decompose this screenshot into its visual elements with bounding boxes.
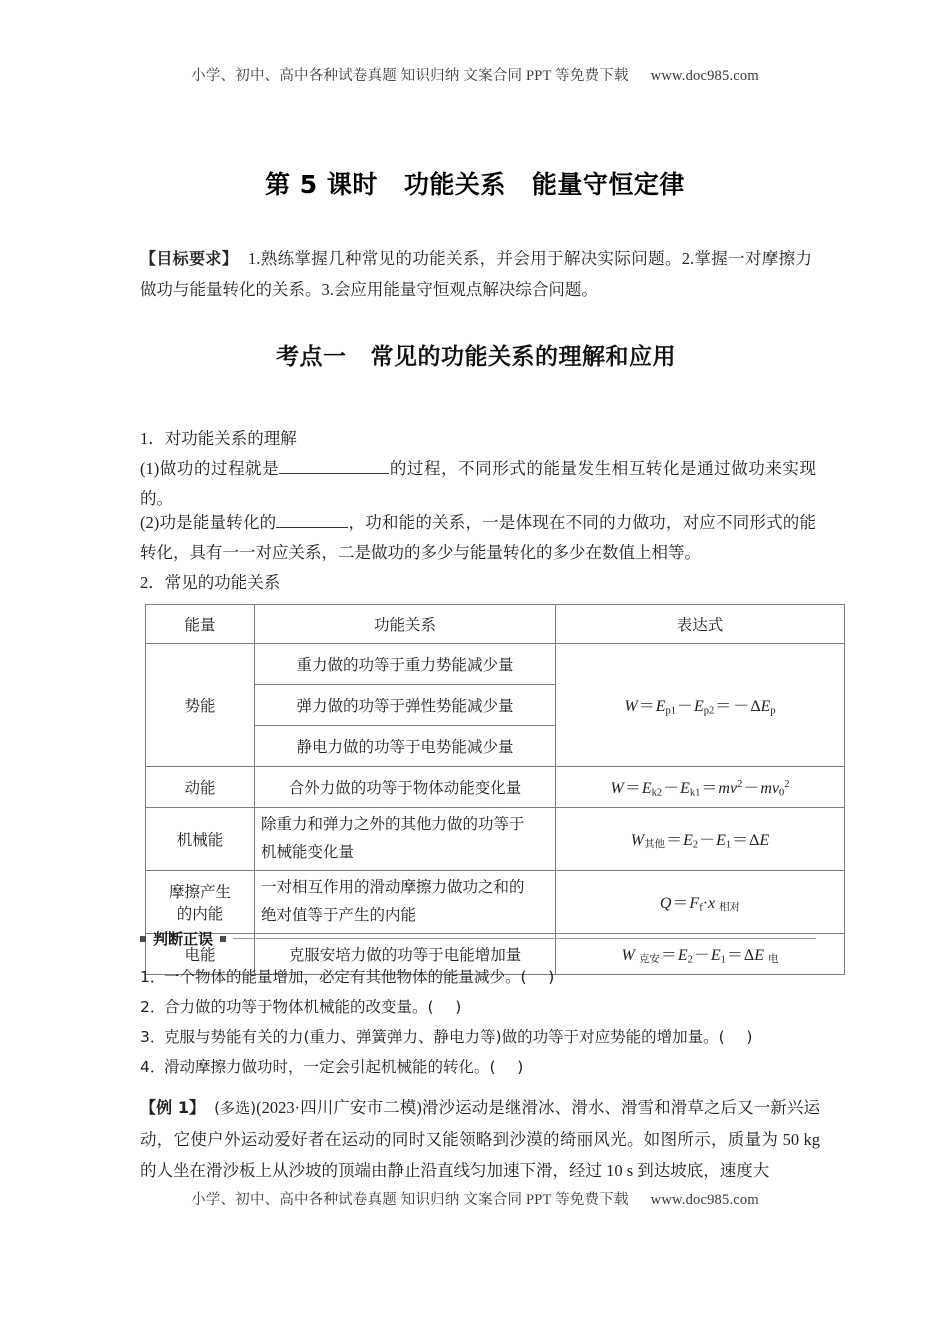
body-block-2 (140, 508, 816, 598)
table-cell-relation: 重力做的功等于重力势能减少量 (255, 644, 556, 685)
table-cell-expression: W 克安$=E_2-E_1=\Delta E$ 电 (556, 934, 845, 975)
running-header-site: www.doc985.com (650, 68, 759, 84)
judge-section-title: 判断正误 (153, 930, 214, 948)
item-number: 2． (140, 998, 166, 1016)
paragraph-1-post: 的过程，不同形式的能量发生相互转化是通过做功来实现的。 (140, 459, 817, 508)
page-title (0, 165, 950, 201)
relation-line: 一对相互作用的滑动摩擦力做功之和的 (261, 879, 525, 896)
relation-line: 机械能变化量 (261, 844, 355, 861)
table-cell-energy (146, 871, 255, 934)
table-cell-relation: 静电力做的功等于电势能减少量 (255, 726, 556, 767)
table-header-row (146, 605, 845, 644)
table-cell-energy: 机械能 (146, 808, 255, 871)
table-cell-energy: 电能 (146, 934, 255, 975)
square-bullet-icon (140, 936, 146, 942)
objectives-block (140, 243, 812, 305)
table-cell-expression: $Q=F_f\cdot x$ 相对 (556, 871, 845, 934)
square-bullet-icon (220, 936, 226, 942)
list-item (140, 992, 830, 1022)
paragraph-2 (140, 508, 816, 568)
section-number: 考点一 (276, 344, 347, 370)
item-answer-blank[interactable]: ) (548, 968, 555, 986)
table-header-relation: 功能关系 (255, 605, 556, 644)
item-number: 3． (140, 1028, 166, 1046)
item-text: 合力做的功等于物体机械能的改变量。( (164, 998, 434, 1016)
table-row (146, 767, 845, 808)
paragraph-2-post: ，功和能的关系，一是体现在不同的力做功，对应不同形式的能转化，具有一一对应关系，二是做功的多少与能量转化的多少在数值上相等。 (140, 513, 816, 562)
objectives-text: 1.熟练掌握几种常见的功能关系，并会用于解决实际问题。2.掌握一对摩擦力做功与能量转化的关系。3.会应用能量守恒观点解决综合问题。 (140, 249, 812, 299)
table-cell-relation: 弹力做的功等于弹性势能减少量 (255, 685, 556, 726)
example-multichoice-marker: (多选) (214, 1099, 257, 1117)
paragraph-1-pre: (1)做功的过程就是 (140, 459, 280, 478)
running-footer-site: www.doc985.com (650, 1192, 759, 1208)
table-row (146, 808, 845, 871)
running-footer (0, 1188, 950, 1209)
judge-section-header (140, 928, 816, 949)
table-header-expression: 表达式 (556, 605, 845, 644)
table-row (146, 644, 845, 685)
item-answer-blank[interactable]: ) (455, 998, 462, 1016)
running-header-text: 小学、初中、高中各种试卷真题 知识归纳 文案合同 PPT 等免费下载 (191, 68, 629, 84)
example-text: 滑沙运动是继滑冰、滑水、滑雪和滑草之后又一新兴运动，它使户外运动爱好者在运动的同时又能领略到沙漠的绮丽风光。如图所示，质量为 50 kg 的人坐在滑沙板上从沙坡的顶端由静止沿直线匀加速下滑，经过 10 s 到达坡底，速度大 (140, 1098, 820, 1180)
running-footer-text: 小学、初中、高中各种试卷真题 知识归纳 文案合同 PPT 等免费下载 (191, 1192, 629, 1208)
table-cell-relation (255, 871, 556, 934)
running-header (0, 64, 950, 85)
item-number: 4． (140, 1058, 166, 1076)
list-item (140, 1052, 830, 1082)
item-number: 1． (140, 968, 166, 986)
subheading-1: 1．对功能关系的理解 (140, 429, 297, 448)
example-tag: 【例 1】 (140, 1098, 206, 1117)
judge-item-list (140, 962, 830, 1082)
item-answer-blank[interactable]: ) (517, 1058, 524, 1076)
subheading-2: 2．常见的功能关系 (140, 573, 281, 592)
table-cell-relation: 合外力做的功等于物体动能变化量 (255, 767, 556, 808)
table-header-energy: 能量 (146, 605, 255, 644)
horizontal-rule (233, 938, 816, 939)
energy-line: 摩擦产生 (168, 884, 231, 901)
item-text: 滑动摩擦力做功时，一定会引起机械能的转化。( (164, 1058, 496, 1076)
paragraph-1 (140, 454, 816, 514)
body-block-1 (140, 424, 816, 514)
title-topic-a: 功能关系 (403, 170, 506, 199)
table-cell-relation (255, 808, 556, 871)
example-source: (2023·四川广安市二模) (256, 1098, 422, 1117)
table-cell-energy: 势能 (146, 644, 255, 767)
paragraph-2-pre: (2)功是能量转化的 (140, 513, 277, 532)
fill-blank-2[interactable] (276, 512, 348, 528)
relation-line: 绝对值等于产生的内能 (261, 907, 417, 924)
energy-line: 的内能 (176, 906, 224, 923)
title-lesson: 第 5 课时 (265, 170, 378, 199)
item-text: 克服与势能有关的力(重力、弹簧弹力、静电力等)做的功等于对应势能的增加量。( (164, 1028, 725, 1046)
table-cell-energy: 动能 (146, 767, 255, 808)
section-heading (140, 338, 812, 371)
title-topic-b: 能量守恒定律 (531, 170, 685, 199)
example-block (140, 1092, 820, 1186)
table-cell-expression: $W=E_{k2}-E_{k1}=mv^2-mv_0^2$ (556, 767, 845, 808)
objectives-label: 【目标要求】 (140, 249, 239, 268)
table-row (146, 871, 845, 934)
function-energy-table (145, 604, 845, 975)
relation-line: 除重力和弹力之外的其他力做的功等于 (261, 816, 525, 833)
table-cell-expression: $W=E_{p1}-E_{p2}= -\Delta E_p$ (556, 644, 845, 767)
item-text: 一个物体的能量增加，必定有其他物体的能量减少。( (164, 968, 527, 986)
section-title: 常见的功能关系的理解和应用 (370, 344, 676, 370)
list-item (140, 1022, 830, 1052)
fill-blank-1[interactable] (279, 458, 389, 474)
table-cell-expression: W其他$=E_2-E_1=\Delta E$ (556, 808, 845, 871)
list-item (140, 962, 830, 992)
item-answer-blank[interactable]: ) (746, 1028, 753, 1046)
table-cell-relation: 克服安培力做的功等于电能增加量 (255, 934, 556, 975)
